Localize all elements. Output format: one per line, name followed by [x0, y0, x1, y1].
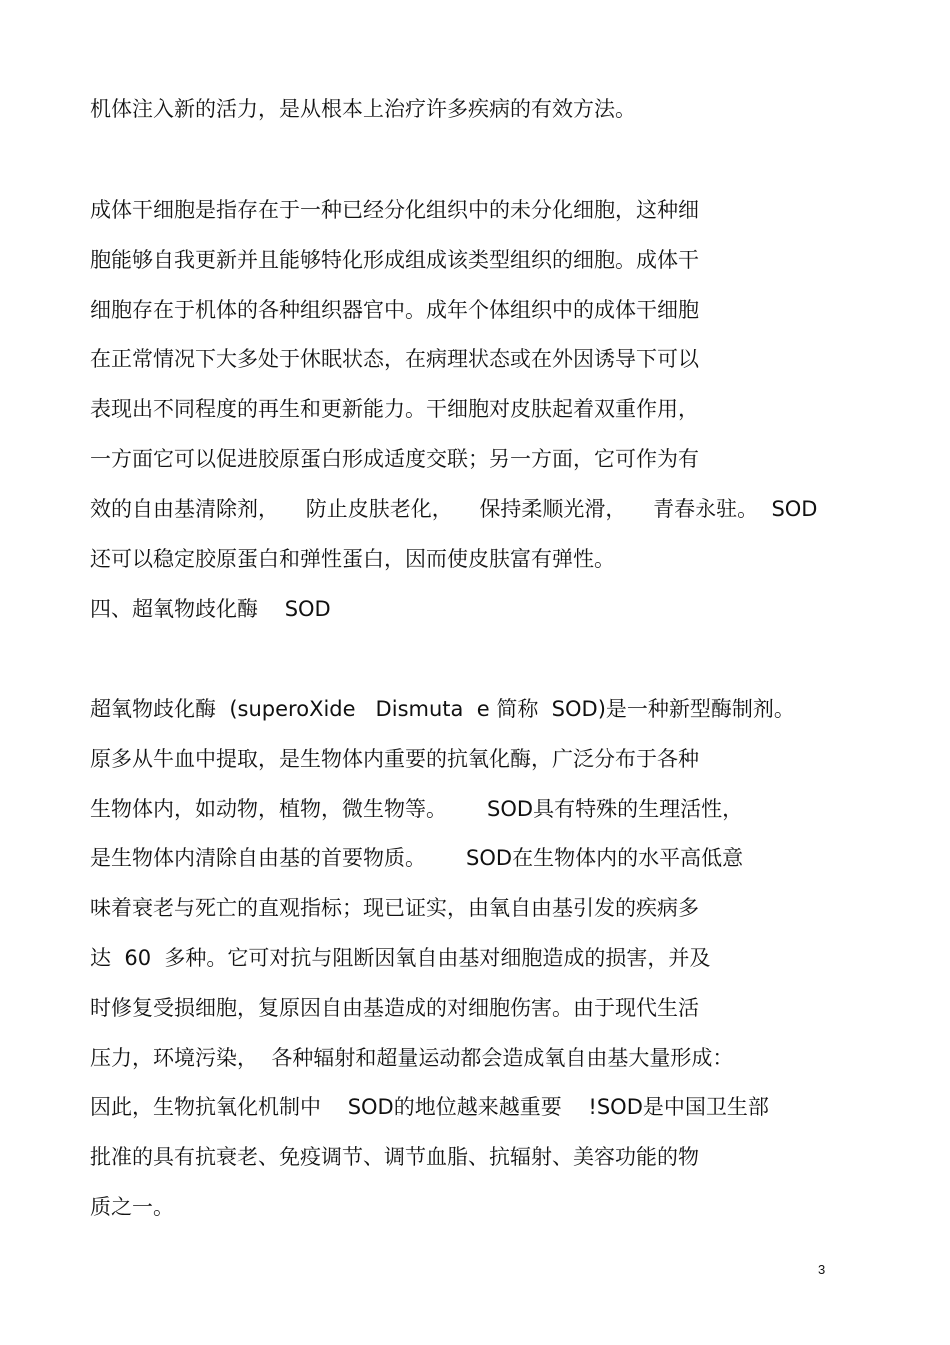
text-line: 生物体内，如动物，植物，微生物等。 SOD具有特殊的生理活性， [90, 797, 744, 821]
section-heading: 四、超氧物歧化酶 SOD [90, 597, 331, 621]
text-line: 表现出不同程度的再生和更新能力。干细胞对皮肤起着双重作用， [90, 397, 699, 421]
text-line: 超氧物歧化酶 (superoXide Dismuta e 简称 SOD)是一种新型酶制剂。 [90, 697, 795, 721]
text-line: 一方面它可以促进胶原蛋白形成适度交联；另一方面，它可作为有 [90, 447, 699, 471]
text-line: 成体干细胞是指存在于一种已经分化组织中的未分化细胞，这种细 [90, 198, 699, 222]
text-line: 胞能够自我更新并且能够特化形成组成该类型组织的细胞。成体干 [90, 248, 699, 272]
page-number: 3 [818, 1262, 826, 1277]
text-line: 还可以稳定胶原蛋白和弹性蛋白，因而使皮肤富有弹性。 [90, 547, 615, 571]
text-line: 批准的具有抗衰老、免疫调节、调节血脂、抗辐射、美容功能的物 [90, 1145, 699, 1169]
text-line: 机体注入新的活力，是从根本上治疗许多疾病的有效方法。 [90, 97, 636, 121]
text-line: 时修复受损细胞，复原因自由基造成的对细胞伤害。由于现代生活 [90, 996, 699, 1020]
text-line: 原多从牛血中提取，是生物体内重要的抗氧化酶，广泛分布于各种 [90, 747, 699, 771]
text-line: 细胞存在于机体的各种组织器官中。成年个体组织中的成体干细胞 [90, 298, 699, 322]
text-line: 压力，环境污染， 各种辐射和超量运动都会造成氧自由基大量形成： [90, 1046, 734, 1070]
text-line: 因此，生物抗氧化机制中 SOD的地位越来越重要 !SOD是中国卫生部 [90, 1095, 769, 1119]
text-line: 质之一。 [90, 1195, 174, 1219]
text-line: 在正常情况下大多处于休眠状态，在病理状态或在外因诱导下可以 [90, 347, 699, 371]
text-line: 味着衰老与死亡的直观指标；现已证实，由氧自由基引发的疾病多 [90, 896, 699, 920]
text-line: 效的自由基清除剂， 防止皮肤老化， 保持柔顺光滑， 青春永驻。 SOD [90, 497, 818, 521]
text-line: 达 60 多种。它可对抗与阻断因氧自由基对细胞造成的损害，并及 [90, 946, 711, 970]
text-line: 是生物体内清除自由基的首要物质。 SOD在生物体内的水平高低意 [90, 846, 744, 870]
